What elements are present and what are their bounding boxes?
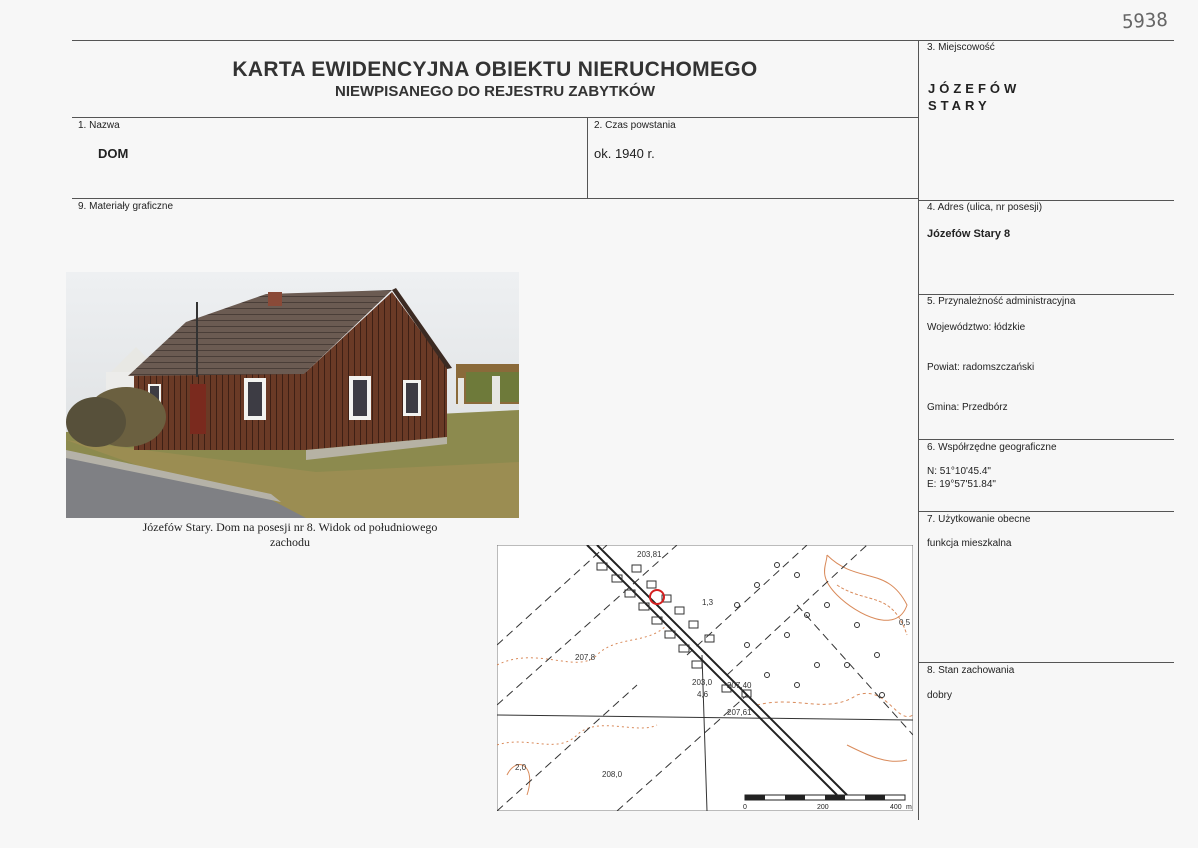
elevation-label: 1,3 <box>702 598 714 607</box>
elevation-label: 0,5 <box>899 618 911 627</box>
location-map <box>497 545 913 811</box>
miejscowosc-value <box>928 80 1020 114</box>
materialy-label: 9. Materiały graficzne <box>78 201 174 212</box>
stan-value: dobry <box>927 690 953 701</box>
elevation-label: 207,61 <box>727 708 752 717</box>
col-divider-main <box>918 40 919 820</box>
card-title: KARTA EWIDENCYJNA OBIEKTU NIERUCHOMEGO <box>232 58 758 81</box>
uzytkowanie-label: 7. Użytkowanie obecne <box>927 514 1031 525</box>
stan-label: 8. Stan zachowania <box>927 665 1015 676</box>
scale-label: 0 <box>743 804 747 811</box>
nazwa-label: 1. Nazwa <box>78 120 120 131</box>
miejscowosc-label: 3. Miejscowość <box>927 42 995 53</box>
elevation-label: 203,0 <box>692 678 713 687</box>
czas-value: ok. 1940 r. <box>594 146 655 161</box>
przynaleznosc-label: 5. Przynależność administracyjna <box>927 296 1076 307</box>
elevation-label: 207,8 <box>575 653 596 662</box>
scale-label: 400 <box>890 804 902 811</box>
photo-caption: Józefów Stary. Dom na posesji nr 8. Widok od południowego zachodu <box>142 520 438 549</box>
czas-label: 2. Czas powstania <box>594 120 676 131</box>
miejscowosc-line1: JÓZEFÓW <box>928 81 1021 96</box>
wojewodztwo-value: Województwo: łódzkie <box>927 322 1026 333</box>
scale-unit: m <box>906 804 912 811</box>
adres-value: Józefów Stary 8 <box>927 228 1011 240</box>
powiat-value: Powiat: radomszczański <box>927 362 1035 373</box>
elevation-label: 4,6 <box>697 690 709 699</box>
right-divider-5 <box>918 294 1174 295</box>
top-border <box>72 40 1174 41</box>
right-divider-6 <box>918 439 1174 440</box>
adres-label: 4. Adres (ulica, nr posesji) <box>927 202 1043 213</box>
latitude-value: N: 51°10'45.4" <box>927 466 991 477</box>
right-divider-7 <box>918 511 1174 512</box>
gmina-value: Gmina: Przedbórz <box>927 402 1008 413</box>
elevation-label: 207,40 <box>727 681 752 690</box>
catalog-number: 5938 <box>1121 8 1169 34</box>
elevation-label: 208,0 <box>602 770 623 779</box>
col-divider-name <box>587 117 588 198</box>
elevation-label: 203,81 <box>637 550 662 559</box>
uzytkowanie-value: funkcja mieszkalna <box>927 538 1012 549</box>
right-divider-8 <box>918 662 1174 663</box>
longitude-value: E: 19°57'51.84" <box>927 479 996 490</box>
elevation-label: 2,0 <box>515 763 527 772</box>
wspolrzedne-label: 6. Współrzędne geograficzne <box>927 442 1057 453</box>
nazwa-value: DOM <box>98 146 129 161</box>
card-subtitle: NIEWPISANEGO DO REJESTRU ZABYTKÓW <box>334 83 656 100</box>
row-divider-1 <box>72 117 918 118</box>
right-divider-4 <box>918 200 1174 201</box>
row-divider-2 <box>72 198 918 199</box>
scale-label: 200 <box>817 804 829 811</box>
miejscowosc-line2: STARY <box>928 98 991 113</box>
house-photo <box>66 272 519 518</box>
